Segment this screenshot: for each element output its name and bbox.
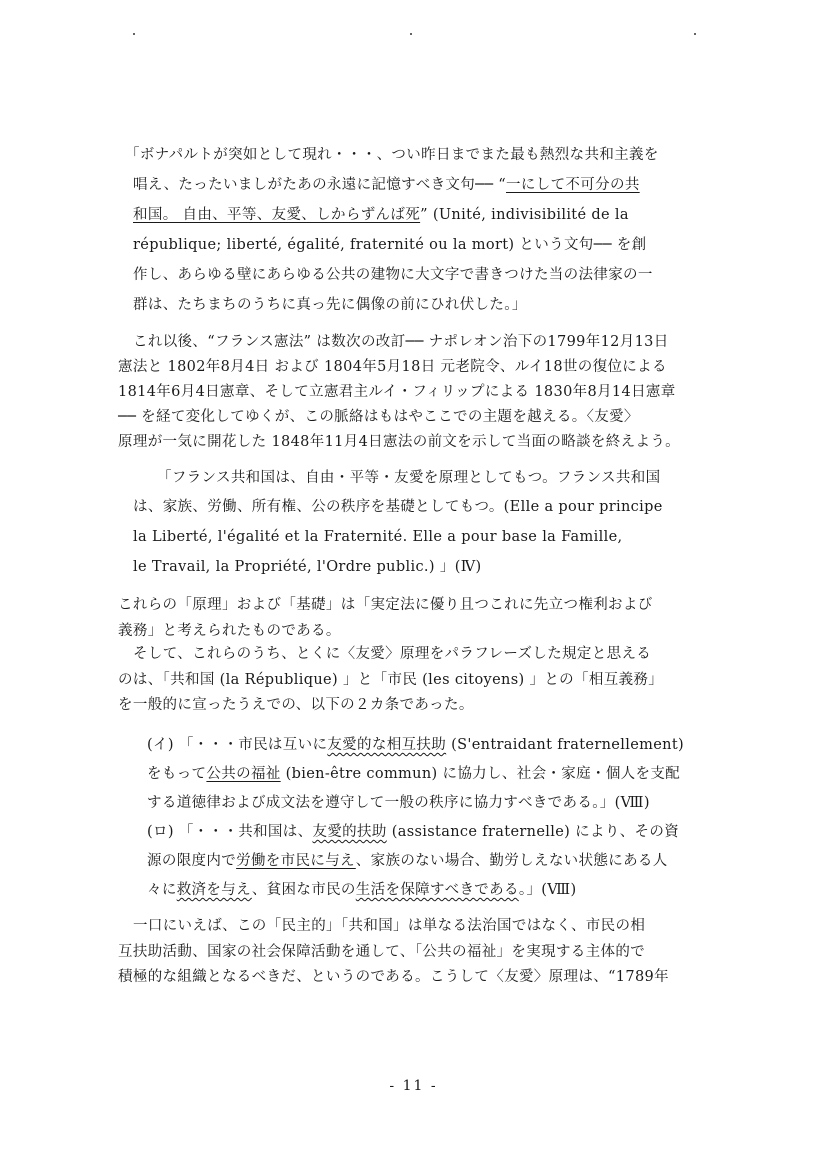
body-line: 憲法と 1802年8月4日 および 1804年5月18日 元老院令、ルイ18世の復位による [118,359,667,375]
item-ro-text: 、家族のない場合、勤労しえない状態にある人 [355,853,668,869]
quote1-text: ” (Unité, indivisibilité de la [420,207,629,223]
quote1-line [133,205,629,225]
quote1-underlined: 一にして不可分の共 [506,177,640,193]
body-line: 義務」と考えられたものである。 [118,623,341,639]
item-ro-line [147,880,577,900]
page-number: - 11 - [389,1078,438,1094]
quote2-line: le Travail, la Propriété, l'Ordre public.) 」(Ⅳ) [133,559,482,575]
scan-speck [694,33,696,35]
body-line: 1814年6月4日憲章、そして立憲君主ルイ・フィリップによる 1830年8月14日憲章 [118,384,676,400]
item-ro-text: 。」(Ⅷ) [518,882,577,898]
item-ro-text: (ロ) 「・・・共和国は、 [147,824,313,840]
item-ro-underlined: 友愛的扶助 [312,824,387,840]
item-i-text: (bien-être commun) に協力し、社会・家庭・個人を支配 [280,766,681,782]
body-line: 原理が一気に開花した 1848年11月4日憲法の前文を示して当面の略談を終えよう。 [118,434,681,450]
body-line: そして、これらのうち、とくに〈友愛〉原理をパラフレーズした規定と思える [133,646,652,662]
item-i-line [147,735,684,755]
quote2-line: la Liberté, l'égalité et la Fraternité. Elle a pour base la Famille, [133,529,623,545]
body-line: ── を経て変化してゆくが、この脈絡はもはやここでの主題を越える。〈友愛〉 [118,409,639,425]
quote2-line: 「フランス共和国は、自由・平等・友愛を原理としてもつ。フランス共和国 [157,470,661,486]
quote1-text: 唱え、たったいましがたあの永遠に記憶すべき文句── “ [133,177,507,193]
body-line: 互扶助活動、国家の社会保障活動を通して、「公共の福祉」を実現する主体的で [118,944,646,960]
item-ro-text: 源の限度内で [147,853,237,869]
quote1-line: 群は、たちまちのうちに真っ先に偶像の前にひれ伏した。」 [133,297,527,313]
item-ro-line [147,851,668,871]
quote1-line: 作し、あらゆる壁にあらゆる公共の建物に大文字で書きつけた当の法律家の一 [133,267,653,283]
body-line: 一口にいえば、この「民主的」「共和国」は単なる法治国ではなく、市民の相 [133,918,646,934]
item-i-text: (イ) 「・・・市民は互いに [147,737,328,753]
item-ro-underlined: 救済を与え [176,882,252,898]
item-i-line [147,764,680,784]
item-i-underlined: 友愛的な相互扶助 [327,737,447,753]
item-i-line: する道徳律および成文法を遵守して一般の秩序に協力すべきである。」(Ⅷ) [147,795,650,811]
item-i-underlined: 公共の福祉 [206,766,281,782]
item-ro-text: 々に [147,882,177,898]
body-line: のは、「共和国 (la République) 」と「市民 (les citoyens) 」との「相互義務」 [118,672,664,688]
body-line: 積極的な組織となるべきだ、というのである。こうして〈友愛〉原理は、“1789年 [118,969,669,985]
item-ro-text: 、貧困な市民の [251,882,356,898]
item-ro-text: (assistance fraternelle) により、その資 [386,824,680,840]
scan-speck [133,33,135,35]
item-ro-line [147,822,679,842]
item-i-text: (S'entraidant fraternellement) [446,737,685,753]
quote1-line: 「ボナパルトが突如として現れ・・・、つい昨日までまた最も熱烈な共和主義を [125,147,659,163]
scan-speck [410,33,412,35]
body-line: を一般的に宣ったうえでの、以下の２カ条であった。 [118,697,474,713]
body-line: これ以後、“フランス憲法” は数次の改訂── ナポレオン治下の1799年12月13日 [133,334,669,350]
item-i-text: をもって [147,766,207,782]
quote2-line: は、家族、労働、所有権、公の秩序を基礎としてもつ。(Elle a pour principe [133,499,663,515]
quote1-line [133,175,640,195]
quote1-underlined: 和国。 自由、平等、友愛、しからずんば死 [133,207,421,223]
quote1-line: république; liberté, égalité, fraternité ou la mort) という文句── を創 [133,237,647,253]
item-ro-underlined: 労働を市民に与え [236,853,356,869]
body-line: これらの「原理」および「基礎」は「実定法に優り且つこれに先立つ権利および [118,597,653,613]
item-ro-underlined: 生活を保障すべきである [355,882,519,898]
